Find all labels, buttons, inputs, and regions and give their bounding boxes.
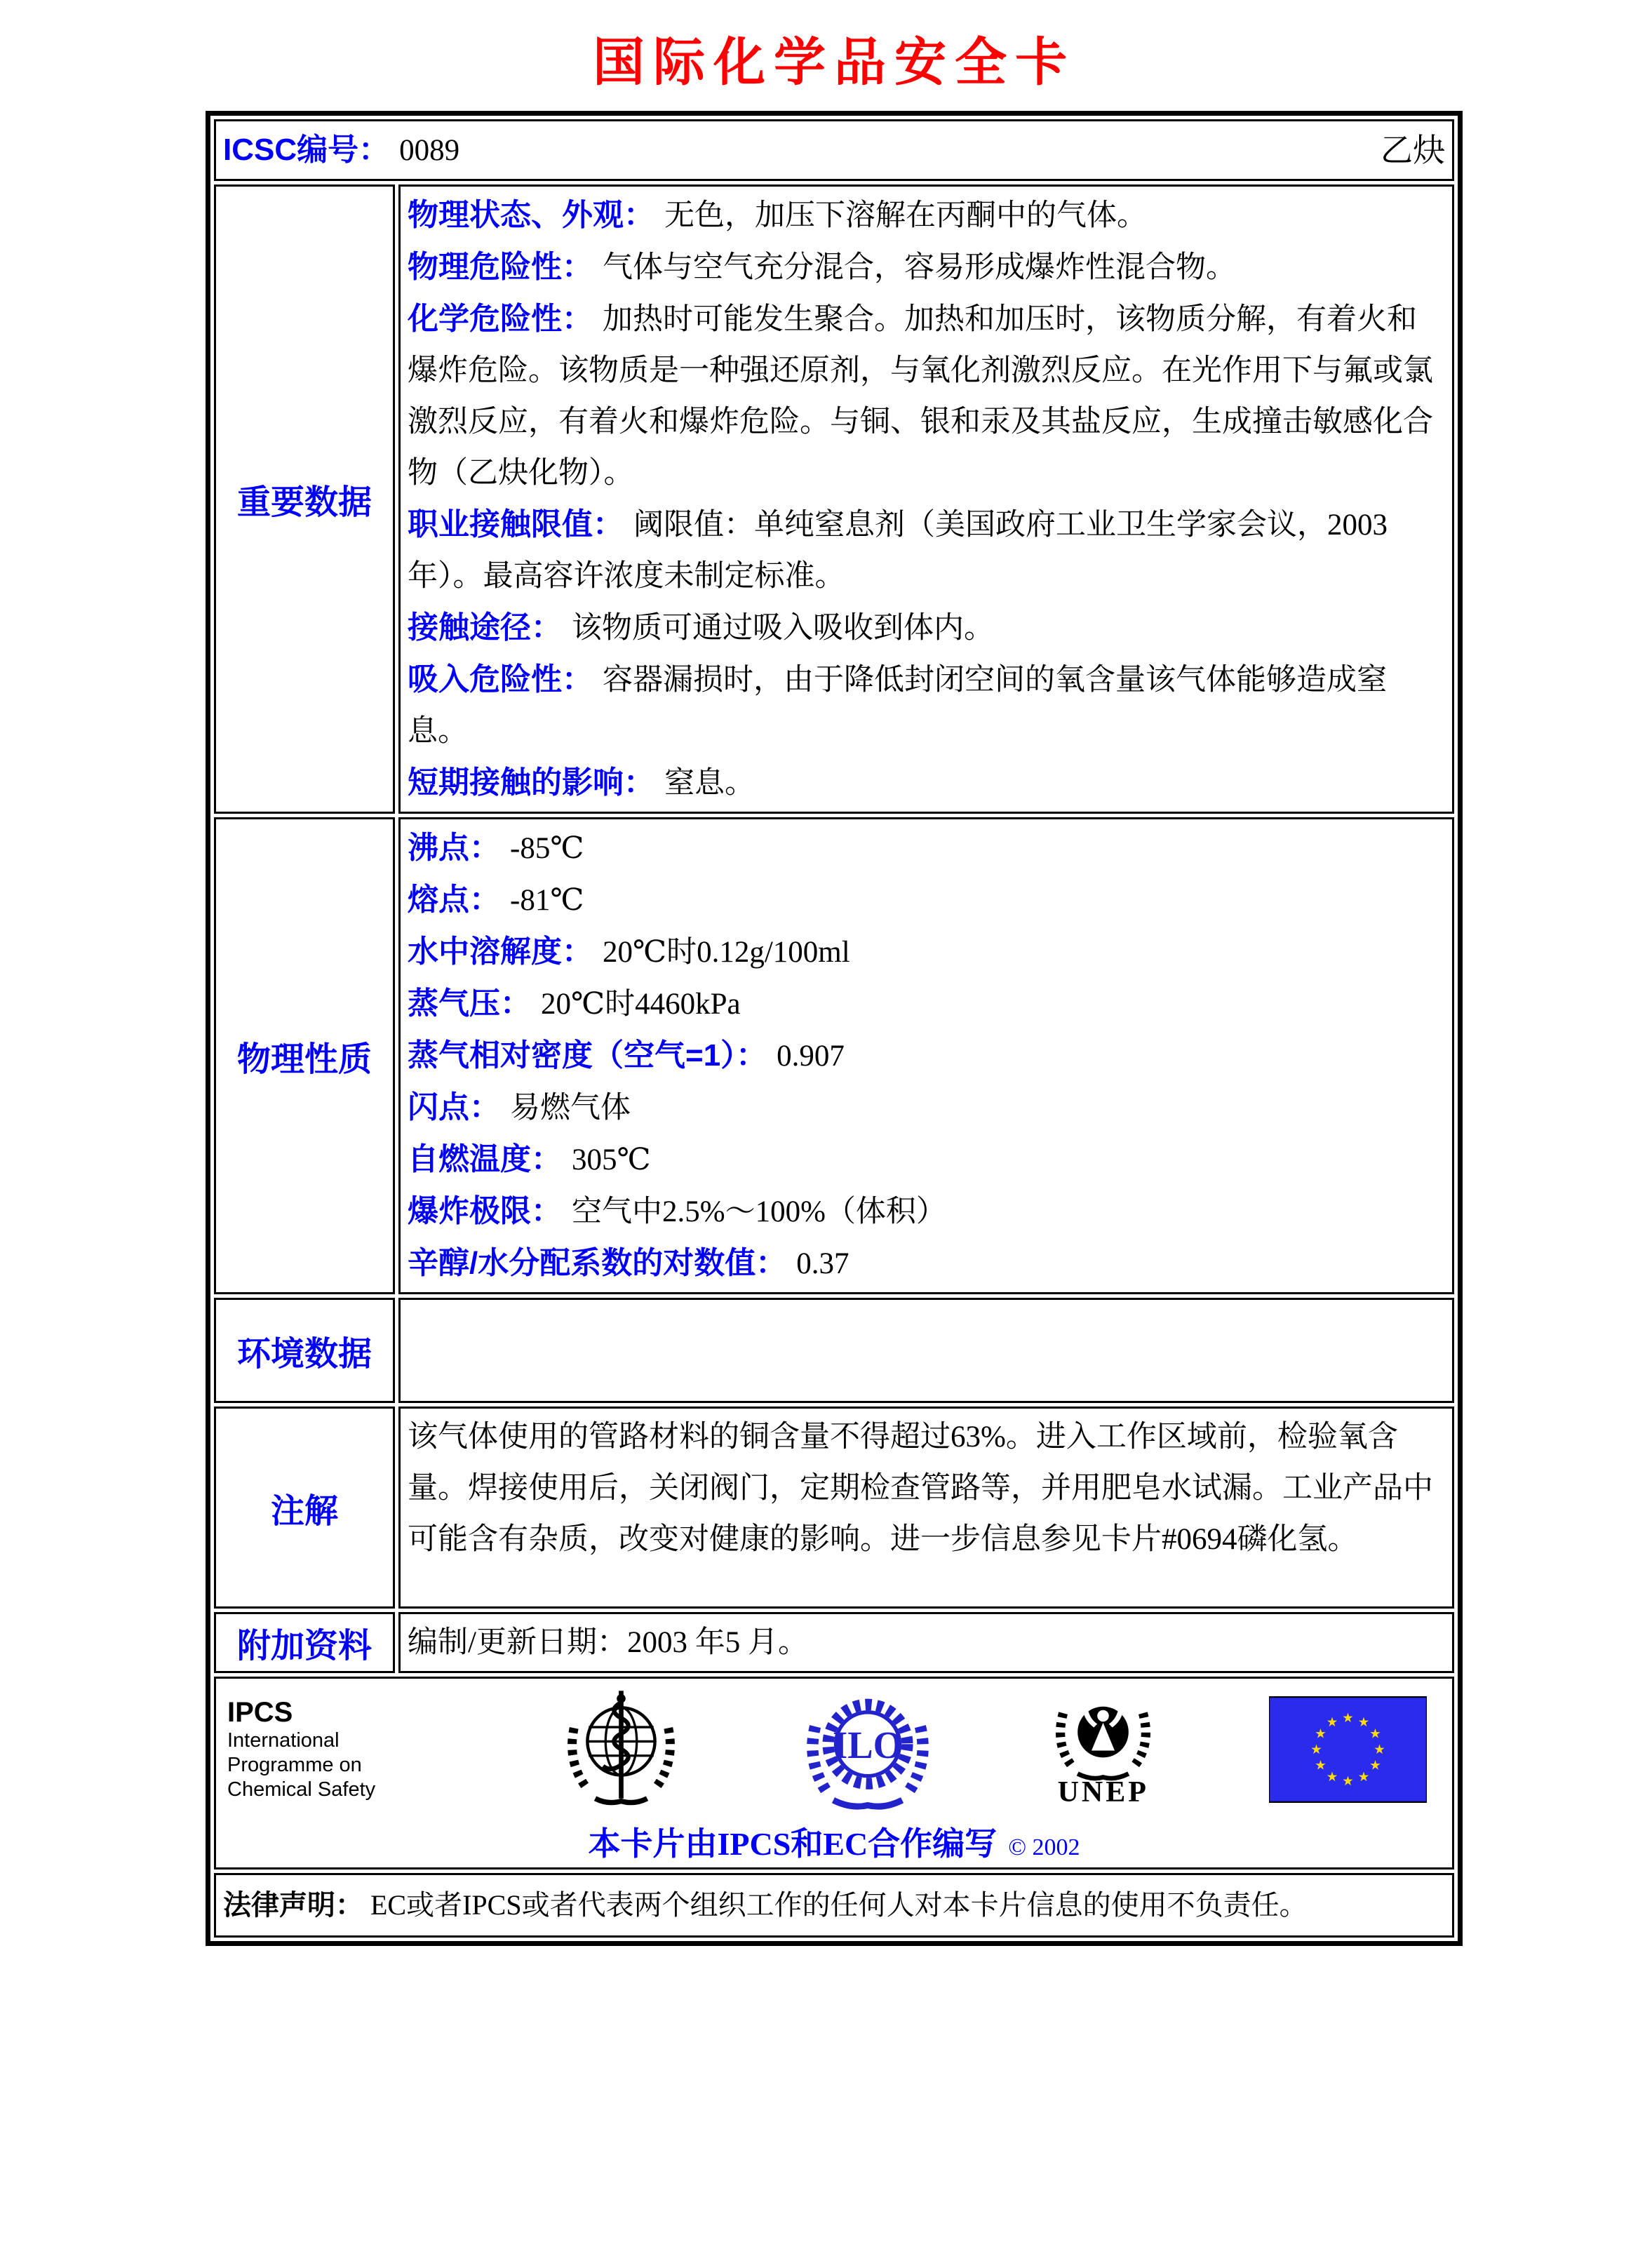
additional-info-text: 编制/更新日期：2003 年5 月。 (408, 1626, 808, 1659)
notes-content (398, 1407, 1454, 1609)
icsc-number-value: 0089 (399, 134, 460, 167)
environmental-data-row (214, 1298, 1454, 1403)
environmental-data-label: 环境数据 (214, 1298, 395, 1403)
unep-emblem-icon (1045, 1690, 1161, 1781)
icsc-number-label: ICSC编号： (223, 133, 390, 167)
legal-row (214, 1873, 1454, 1938)
additional-info-content (398, 1612, 1454, 1673)
data-item: 物理状态、外观： 无色，加压下溶解在丙酮中的气体。 (408, 198, 1147, 232)
data-item: 蒸气压： 20℃时4460kPa (408, 986, 741, 1021)
svg-text:ILO: ILO (832, 1724, 903, 1767)
data-item: 职业接触限值： 阈限值：单纯窒息剂（美国政府工业卫生学家会议，2003年）。最高容许浓度未制定标准。 (408, 507, 1388, 593)
data-item: 熔点： -81℃ (408, 882, 584, 917)
data-item: 沸点： -85℃ (408, 831, 584, 865)
physical-properties-label: 物理性质 (214, 817, 395, 1294)
cooperation-caption-text: 本卡片由IPCS和EC合作编写 (588, 1826, 998, 1862)
data-item: 闪点： 易燃气体 (408, 1090, 631, 1125)
copyright-text: © 2002 (1008, 1834, 1080, 1860)
unep-wordmark: UNEP (1057, 1776, 1149, 1808)
legal-cell (214, 1873, 1454, 1938)
additional-info-label: 附加资料 (214, 1612, 395, 1673)
notes-label: 注解 (214, 1407, 395, 1609)
data-item: 辛醇/水分配系数的对数值： 0.37 (408, 1246, 849, 1280)
data-item: 短期接触的影响： 窒息。 (408, 765, 755, 800)
data-item: 接触途径： 该物质可通过吸入吸收到体内。 (408, 610, 994, 645)
data-item: 水中溶解度： 20℃时0.12g/100ml (408, 934, 850, 969)
additional-info-row (214, 1612, 1454, 1673)
icsc-header-row (214, 119, 1454, 181)
page-title: 国际化学品安全卡 (593, 34, 1075, 92)
important-data-content (398, 184, 1454, 814)
physical-properties-row (214, 817, 1454, 1294)
physical-properties-content (398, 817, 1454, 1294)
chemical-name: 乙炔 (1381, 132, 1445, 168)
cooperation-caption (223, 1818, 1445, 1865)
data-item: 爆炸极限： 空气中2.5%～100%（体积） (408, 1194, 946, 1228)
data-item: 物理危险性： 气体与空气充分混合，容易形成爆炸性混合物。 (408, 250, 1236, 284)
logos-cell (214, 1677, 1454, 1870)
legal-label: 法律声明： (223, 1890, 363, 1921)
unep-emblem-block (1045, 1690, 1161, 1809)
who-emblem-icon (553, 1684, 690, 1814)
environmental-data-content (398, 1298, 1454, 1403)
icsc-number-group (223, 124, 459, 176)
data-item: 蒸气相对密度（空气=1）： 0.907 (408, 1038, 845, 1073)
ilo-emblem-icon (798, 1688, 938, 1811)
data-item: 化学危险性： 加热时可能发生聚合。加热和加压时，该物质分解，有着火和爆炸危险。该物质是一种强还原剂，与氧化剂激烈反应。在光作用下与氟或氯激烈反应，有着火和爆炸危险。与铜、银和汞及其盐反应，生成撞击敏感化合物（乙炔化物）。 (408, 302, 1433, 490)
data-item: 自燃温度： 305℃ (408, 1142, 651, 1176)
legal-line (223, 1889, 1308, 1921)
notes-row (214, 1407, 1454, 1609)
icsc-card-table (206, 111, 1463, 1946)
data-item: 吸入危险性： 容器漏损时，由于降低封闭空间的氧含量该气体能够造成窒息。 (408, 662, 1387, 748)
important-data-label: 重要数据 (214, 184, 395, 814)
logos-row (214, 1677, 1454, 1870)
ipcs-acronym: IPCS (227, 1697, 293, 1728)
important-data-row (214, 184, 1454, 814)
eu-flag-icon (1269, 1696, 1427, 1803)
notes-text: 该气体使用的管路材料的铜含量不得超过63%。进入工作区域前，检验氧含量。焊接使用后，关闭阀门，定期检查管路等，并用肥皂水试漏。工业产品中可能含有杂质，改变对健康的影响。进一步信息参见卡片#0694磷化氢。 (408, 1421, 1433, 1556)
legal-text: EC或者IPCS或者代表两个组织工作的任何人对本卡片信息的使用不负责任。 (370, 1889, 1308, 1921)
ipcs-text-block: IPCS International Programme on Chemical Safety (227, 1696, 445, 1802)
